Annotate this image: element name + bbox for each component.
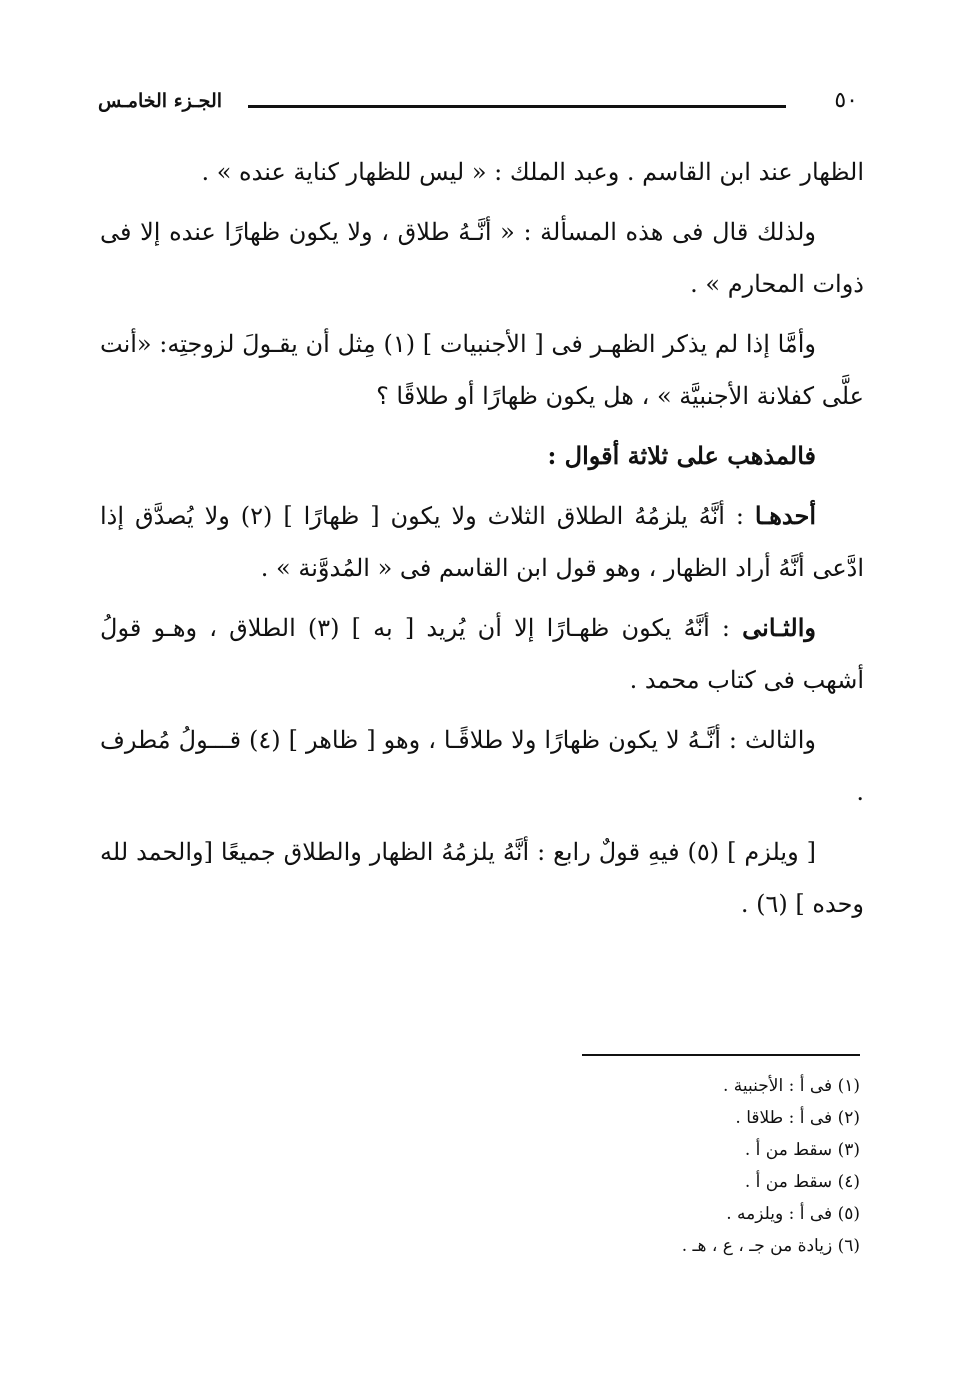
footnote: (٣) سقط من أ . bbox=[744, 1140, 860, 1160]
footnote: (١) فى أ : الأجنبية . bbox=[722, 1076, 860, 1096]
header-rule bbox=[248, 105, 786, 108]
opinion-second bbox=[100, 602, 864, 706]
opinion-label: والثـانى bbox=[742, 613, 816, 642]
opinion-third: والثالث : أنَّـهُ لا يكون ظهارًا ولا طلاقًـا ، وهو [ ظاهر ] (٤) قـــولُ مُطرف . bbox=[100, 726, 864, 806]
part-title: الجـزء الخامـس bbox=[98, 90, 223, 112]
opinion-label: أحدهـا bbox=[754, 501, 816, 530]
footnote: (٥) فى أ : ويلزمه . bbox=[726, 1204, 860, 1224]
opinion-first bbox=[100, 490, 864, 594]
opinion-text: : أنَّهُ يلزمُهُ الطلاق الثلاث ولا يكون [ ظهارًا ] (٢) ولا يُصدَّق إذا ادَّعى أنَّهُ أراد الظهار ، وهو قول ابن القاسم فى « المُدوَّنة » . bbox=[100, 502, 864, 582]
footnotes bbox=[440, 1070, 860, 1262]
paragraph: الظهار عند ابن القاسم . وعبد الملك : « ليس للظهار كناية عنده » . bbox=[201, 158, 864, 186]
footnote: (٢) فى أ : طلاقا . bbox=[735, 1108, 860, 1128]
page-number: ٥٠ bbox=[834, 88, 858, 113]
opinion-fourth: [ ويلزم ] (٥) فيهِ قولٌ رابع : أنَّهُ يلزمُهُ الظهار والطلاق جميعًا [والحمد لله وحده ] (٦) . bbox=[100, 838, 864, 918]
paragraph: وأمَّا إذا لم يذكر الظهـر فى [ الأجنبيات ] (١) مِثل أن يقـولَ لزوجتِه: «أنت علَّى كفلانة الأجنبيَّة » ، هل يكون ظهارًا أو طلاقًا ؟ bbox=[100, 330, 864, 410]
footnote: (٤) سقط من أ . bbox=[744, 1172, 860, 1192]
section-heading: فالمذهب على ثلاثة أقوال : bbox=[547, 441, 816, 470]
main-text bbox=[100, 146, 864, 938]
footnote: (٦) زيادة من جـ ، ع ، هـ . bbox=[681, 1236, 860, 1256]
opinion-text: : أنَّهُ يكون ظهـارًا إلا أن يُريد [ به ] (٣) الطلاق ، وهـو قولُ أشهب فى كتاب محمد . bbox=[100, 614, 864, 694]
footnote-rule bbox=[582, 1054, 860, 1056]
paragraph: ولذلك قال فى هذه المسألة : « أنَّـهُ طلاق ، ولا يكون ظهارًا عنده إلا فى ذوات المحارم » . bbox=[100, 218, 864, 298]
running-header bbox=[98, 86, 858, 126]
